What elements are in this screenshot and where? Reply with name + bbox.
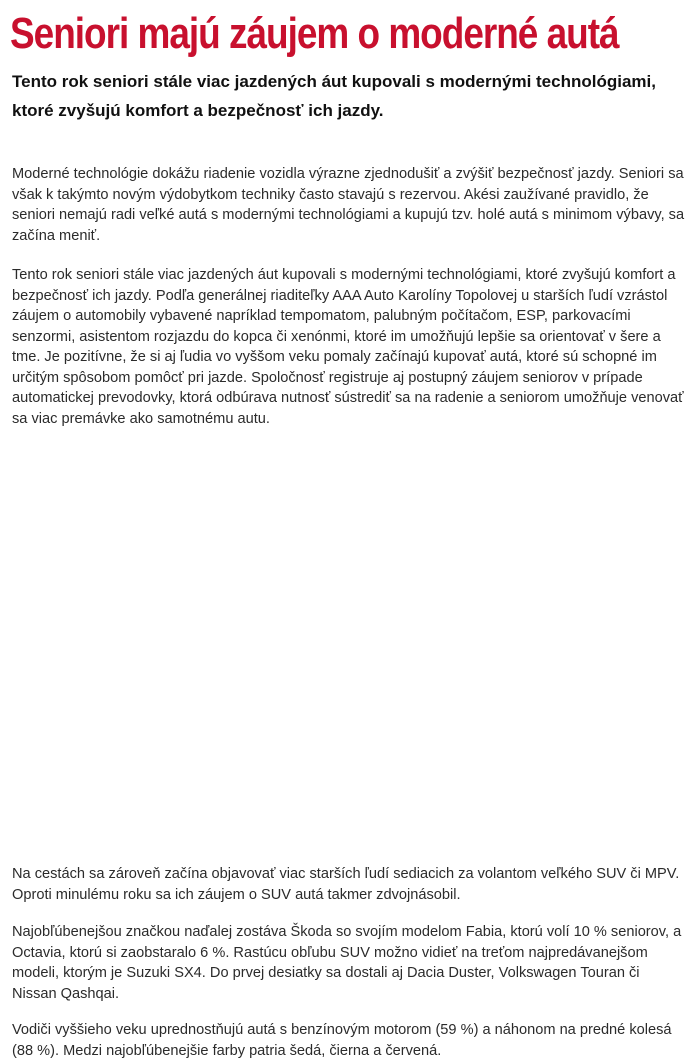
article-paragraph: Najobľúbenejšou značkou naďalej zostáva Škoda so svojím modelom Fabia, ktorú volí 10 % seniorov, a Octavia, ktorú si zaobstaralo 6 %. Rastúcu obľubu SUV možno vidieť na treťom najpredávanejšom modeli, ktorým je Suzuki SX4. Do prvej desiatky sa dostali aj Dacia Duster, Volkswagen Touran či Nissan Qashqai. (12, 924, 682, 1002)
article-paragraph: Na cestách sa zároveň začína objavovať viac starších ľudí sediacich za volantom veľkého SUV či MPV. Oproti minulému roku sa ich záujem o SUV autá takmer zdvojnásobil. (12, 866, 680, 903)
article-paragraph: Tento rok seniori stále viac jazdených áut kupovali s modernými technológiami, ktoré zvyšujú komfort a bezpečnosť ich jazdy. Podľa generálnej riaditeľky AAA Auto Karolíny Topolovej u starších ľudí vzrástol záujem o automobily vybavené napríklad tempomatom, palubným počítačom, ESP, parkovacími senzormi, asistentom rozjazdu do kopca či xenónmi, ktoré im umožňujú lepšie sa orientovať v šere a tme. Je pozitívne, že si aj ľudia vo vyššom veku pomaly začínajú kupovať autá, ktoré sú schopné im určitým spôsobom pomôcť pri jazde. Spoločnosť registruje aj postupný záujem seniorov v prípade automatickej prevodovky, ktorá odbúrava nutnosť sústrediť sa na radenie a seniorom umožňuje venovať sa viac premávke ako samotnému autu. (12, 267, 684, 427)
article-perex: Tento rok seniori stále viac jazdených áut kupovali s modernými technológiami, ktoré zvyšujú komfort a bezpečnosť ich jazdy. (12, 72, 656, 120)
article-title: Seniori majú záujem o moderné autá (10, 9, 619, 58)
article-paragraph: Vodiči vyššieho veku uprednostňujú autá s benzínovým motorom (59 %) a náhonom na predné kolesá (88 %). Medzi najobľúbenejšie farby patria šedá, čierna a červená. (12, 1022, 672, 1059)
article-paragraph: Moderné technológie dokážu riadenie vozidla výrazne zjednodušiť a zvýšiť bezpečnosť jazdy. Seniori sa však k takýmto novým výdobytkom techniky často stavajú s rezervou. Akési zaužívané pravidlo, že seniori nemajú radi veľké autá s modernými technológiami a kupujú tzv. holé autá s minimom výbavy, sa začína meniť. (12, 166, 685, 244)
